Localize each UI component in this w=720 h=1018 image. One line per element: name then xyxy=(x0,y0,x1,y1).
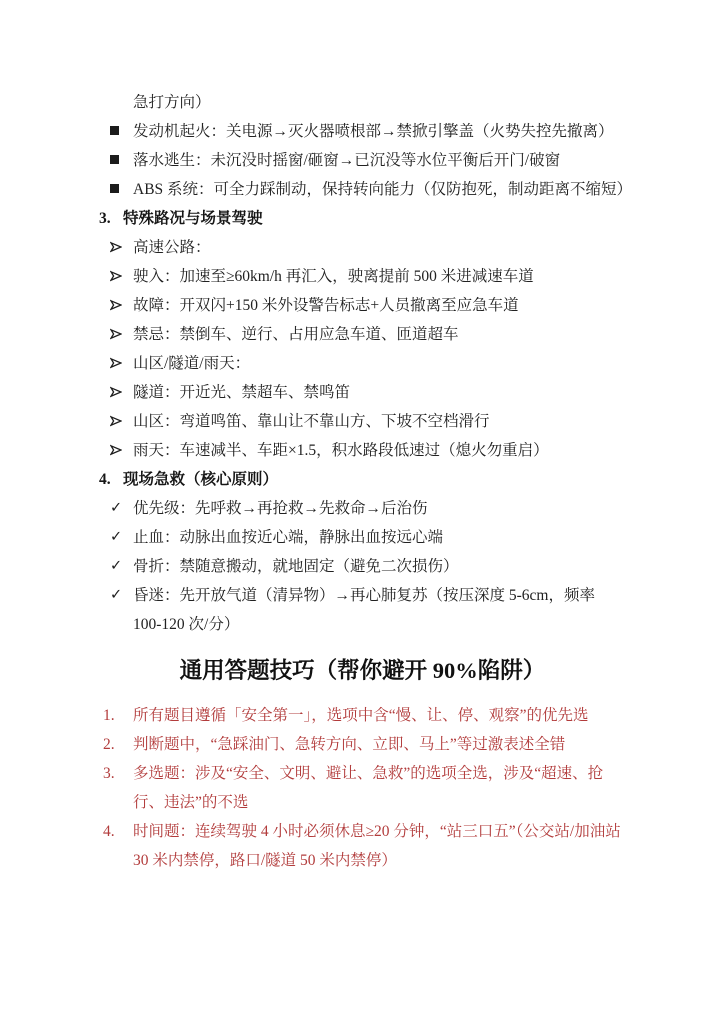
check-icon: ✓ xyxy=(110,500,123,516)
tips-heading: 通用答题技巧（帮你避开 90%陷阱） xyxy=(179,658,546,683)
arrowhead-right-icon xyxy=(99,407,133,436)
list-item xyxy=(99,552,626,581)
section-title: 特殊路况与场景驾驶 xyxy=(123,210,263,227)
list-item-text: 驶入：加速至≥60km/h 再汇入，驶离提前 500 米进减速车道 xyxy=(133,268,534,285)
list-item-text: 昏迷：先开放气道（清异物）→再心肺复苏（按压深度 5-6cm，频率 100-120 次/分） xyxy=(133,587,595,633)
list-item xyxy=(99,233,626,262)
list-item-text: 发动机起火：关电源→灭火器喷根部→禁掀引擎盖（火势失控先撤离） xyxy=(133,123,614,140)
list-item xyxy=(99,523,626,552)
square-bullet-icon xyxy=(99,146,133,175)
square-bullet-icon xyxy=(99,117,133,146)
list-item xyxy=(99,494,626,523)
tip-item xyxy=(99,730,626,759)
section-number: 3. xyxy=(99,210,111,227)
list-item xyxy=(99,378,626,407)
tip-number: 4. xyxy=(103,823,115,840)
list-item xyxy=(99,581,626,639)
tip-item xyxy=(99,701,626,730)
list-item xyxy=(99,175,633,204)
arrowhead-right-icon xyxy=(99,378,133,407)
list-item-text: ABS 系统：可全力踩制动，保持转向能力（仅防抱死，制动距离不缩短） xyxy=(133,181,633,198)
list-item xyxy=(99,146,626,175)
list-item xyxy=(99,407,626,436)
arrowhead-right-icon xyxy=(99,349,133,378)
continuation-line: 急打方向） xyxy=(133,94,211,111)
list-item-text: 骨折：禁随意搬动，就地固定（避免二次损伤） xyxy=(133,558,459,575)
section-number: 4. xyxy=(99,471,111,488)
list-item-text: 山区：弯道鸣笛、靠山让不靠山方、下坡不空档滑行 xyxy=(133,413,490,430)
list-item-text: 止血：动脉出血按近心端，静脉出血按远心端 xyxy=(133,529,444,546)
list-item xyxy=(99,262,626,291)
check-icon: ✓ xyxy=(110,558,123,574)
section-title: 现场急救（核心原则） xyxy=(123,471,279,488)
section-heading xyxy=(99,465,626,494)
list-item xyxy=(99,436,626,465)
tip-number: 1. xyxy=(103,707,115,724)
list-item-text: 高速公路： xyxy=(133,239,211,256)
list-item-text: 雨天：车速减半、车距×1.5，积水路段低速过（熄火勿重启） xyxy=(133,442,549,459)
tip-text: 多选题：涉及“安全、文明、避让、急救”的选项全选，涉及“超速、抢行、违法”的不选 xyxy=(133,765,604,811)
list-item xyxy=(99,291,626,320)
list-item-text: 优先级：先呼救→再抢救→先救命→后治伤 xyxy=(133,500,428,517)
arrowhead-right-icon xyxy=(99,291,133,320)
arrowhead-right-icon xyxy=(99,233,133,262)
arrowhead-right-icon xyxy=(99,320,133,349)
list-item-text: 山区/隧道/雨天： xyxy=(133,355,251,372)
tip-item xyxy=(99,817,626,875)
section-heading xyxy=(99,204,626,233)
square-bullet-icon xyxy=(99,175,133,204)
list-item-text: 隧道：开近光、禁超车、禁鸣笛 xyxy=(133,384,351,401)
tip-item xyxy=(99,759,626,817)
arrowhead-right-icon xyxy=(99,262,133,291)
tip-text: 所有题目遵循「安全第一」，选项中含“慢、让、停、观察”的优先选 xyxy=(133,707,589,724)
tip-text: 判断题中，“急踩油门、急转方向、立即、马上”等过激表述全错 xyxy=(133,736,566,753)
check-icon: ✓ xyxy=(110,529,123,545)
list-item xyxy=(99,320,626,349)
tip-text: 时间题：连续驾驶 4 小时必须休息≥20 分钟，“站三口五”（公交站/加油站 30 米内禁停，路口/隧道 50 米内禁停） xyxy=(133,823,621,869)
list-item-text: 故障：开双闪+150 米外设警告标志+人员撤离至应急车道 xyxy=(133,297,519,314)
tip-number: 2. xyxy=(103,736,115,753)
tip-number: 3. xyxy=(103,765,115,782)
check-icon: ✓ xyxy=(110,587,123,603)
list-item-text: 落水逃生：未沉没时摇窗/砸窗→已沉没等水位平衡后开门/破窗 xyxy=(133,152,561,169)
arrowhead-right-icon xyxy=(99,436,133,465)
list-item-text: 禁忌：禁倒车、逆行、占用应急车道、匝道超车 xyxy=(133,326,459,343)
list-item xyxy=(99,117,626,146)
list-item xyxy=(99,349,626,378)
